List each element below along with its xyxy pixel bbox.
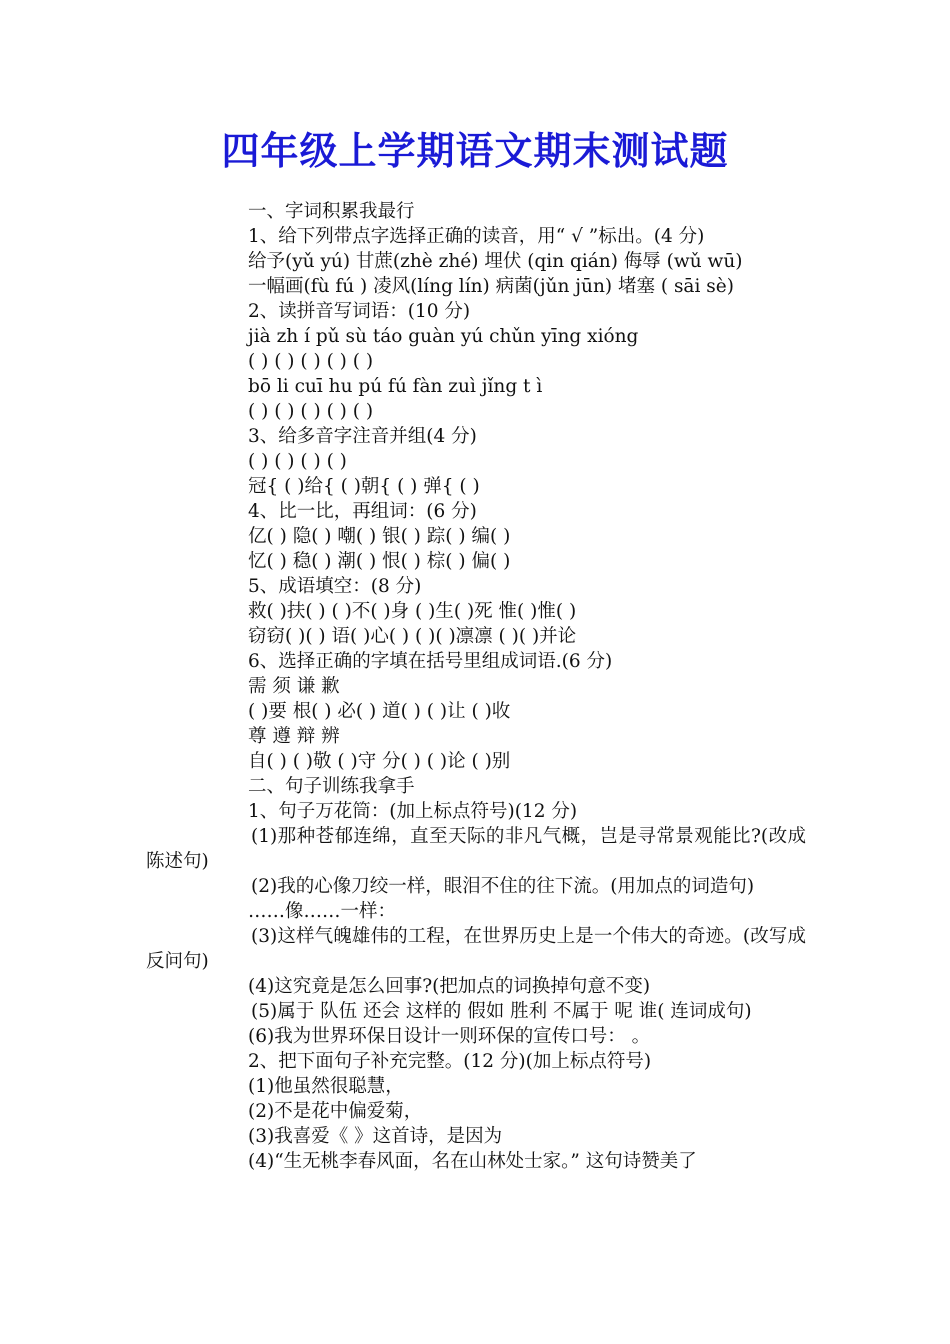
question-line: (4)“生无桃李春风面，名在山林处士家。” 这句诗赞美了 (248, 1151, 697, 1172)
question-paragraph: (1)那种苍郁连绵，直至天际的非凡气概，岂是寻常景观能比?(改成陈述句) (146, 826, 806, 872)
question-line: (4)这究竟是怎么回事?(把加点的词换掉句意不变) (248, 976, 651, 997)
question-line: 1、句子万花筒：(加上标点符号)(12 分) (248, 801, 578, 822)
question-line: (3)我喜爱《 》这首诗，是因为 (248, 1126, 503, 1147)
question-line: ( ) ( ) ( ) ( ) (248, 451, 347, 472)
question-line: jià zh í pǔ sù táo guàn yú chǔn yīng xióng (248, 326, 639, 347)
question-line: 4、比一比，再组词：(6 分) (248, 501, 477, 522)
question-line: 忆( ) 稳( ) 潮( ) 恨( ) 棕( ) 偏( ) (248, 551, 511, 572)
question-line: 6、选择正确的字填在括号里组成词语.(6 分) (248, 651, 613, 672)
question-line: ……像……一样： (248, 901, 397, 922)
question-line: 3、给多音字注音并组(4 分) (248, 426, 477, 447)
document-title: 四年级上学期语文期末测试题 (221, 129, 729, 173)
document-body (146, 199, 806, 1174)
question-line: 亿( ) 隐( ) 嘲( ) 银( ) 踪( ) 编( ) (248, 526, 511, 547)
question-line: (6)我为世界环保日设计一则环保的宣传口号： 。 (248, 1026, 651, 1047)
section-heading: 一、字词积累我最行 (248, 201, 415, 222)
question-line: 2、把下面句子补充完整。(12 分)(加上标点符号) (248, 1051, 652, 1072)
question-paragraph: (3)这样气魄雄伟的工程，在世界历史上是一个伟大的奇迹。(改写成反问句) (146, 926, 806, 972)
section-heading: 二、句子训练我拿手 (248, 776, 415, 797)
question-line: 2、读拼音写词语：(10 分) (248, 301, 471, 322)
question-line: 给予(yǔ yú) 甘蔗(zhè zhé) 埋伏 (qin qián) 侮辱 (wǔ wū) (248, 251, 743, 272)
question-line: 需 须 谦 歉 (248, 676, 340, 697)
question-line: ( ) ( ) ( ) ( ) ( ) (248, 401, 374, 422)
question-line: bō li cuī hu pú fú fàn zuì jǐng t ì (248, 376, 543, 397)
question-line: (2)不是花中偏爱菊， (248, 1101, 423, 1122)
question-line: 1、给下列带点字选择正确的读音，用“ √ ”标出。(4 分) (248, 226, 705, 247)
question-paragraph: (5)属于 队伍 还会 这样的 假如 胜利 不属于 呢 谁( 连词成句) (251, 1001, 752, 1022)
question-line: (1)他虽然很聪慧， (248, 1076, 404, 1097)
question-paragraph: (2)我的心像刀绞一样，眼泪不住的往下流。(用加点的词造句) (251, 876, 755, 897)
question-line: ( )要 根( ) 必( ) 道( ) ( )让 ( )收 (248, 701, 511, 722)
question-line: ( ) ( ) ( ) ( ) ( ) (248, 351, 374, 372)
question-line: 一幅画(fù fú ) 凌风(líng lín) 病菌(jǔn jūn) 堵塞 ( sāi sè) (248, 276, 734, 297)
question-line: 救( )扶( ) ( )不( )身 ( )生( )死 惟( )惟( ) (248, 601, 577, 622)
question-line: 5、成语填空：(8 分) (248, 576, 422, 597)
question-line: 冠{ ( )给{ ( )朝{ ( ) 弹{ ( ) (248, 476, 480, 497)
question-line: 尊 遵 辩 辨 (248, 726, 340, 747)
question-line: 自( ) ( )敬 ( )守 分( ) ( )论 ( )别 (248, 751, 511, 772)
question-line: 窃窃( )( ) 语( )心( ) ( )( )凛凛 ( )( )并论 (248, 626, 577, 647)
